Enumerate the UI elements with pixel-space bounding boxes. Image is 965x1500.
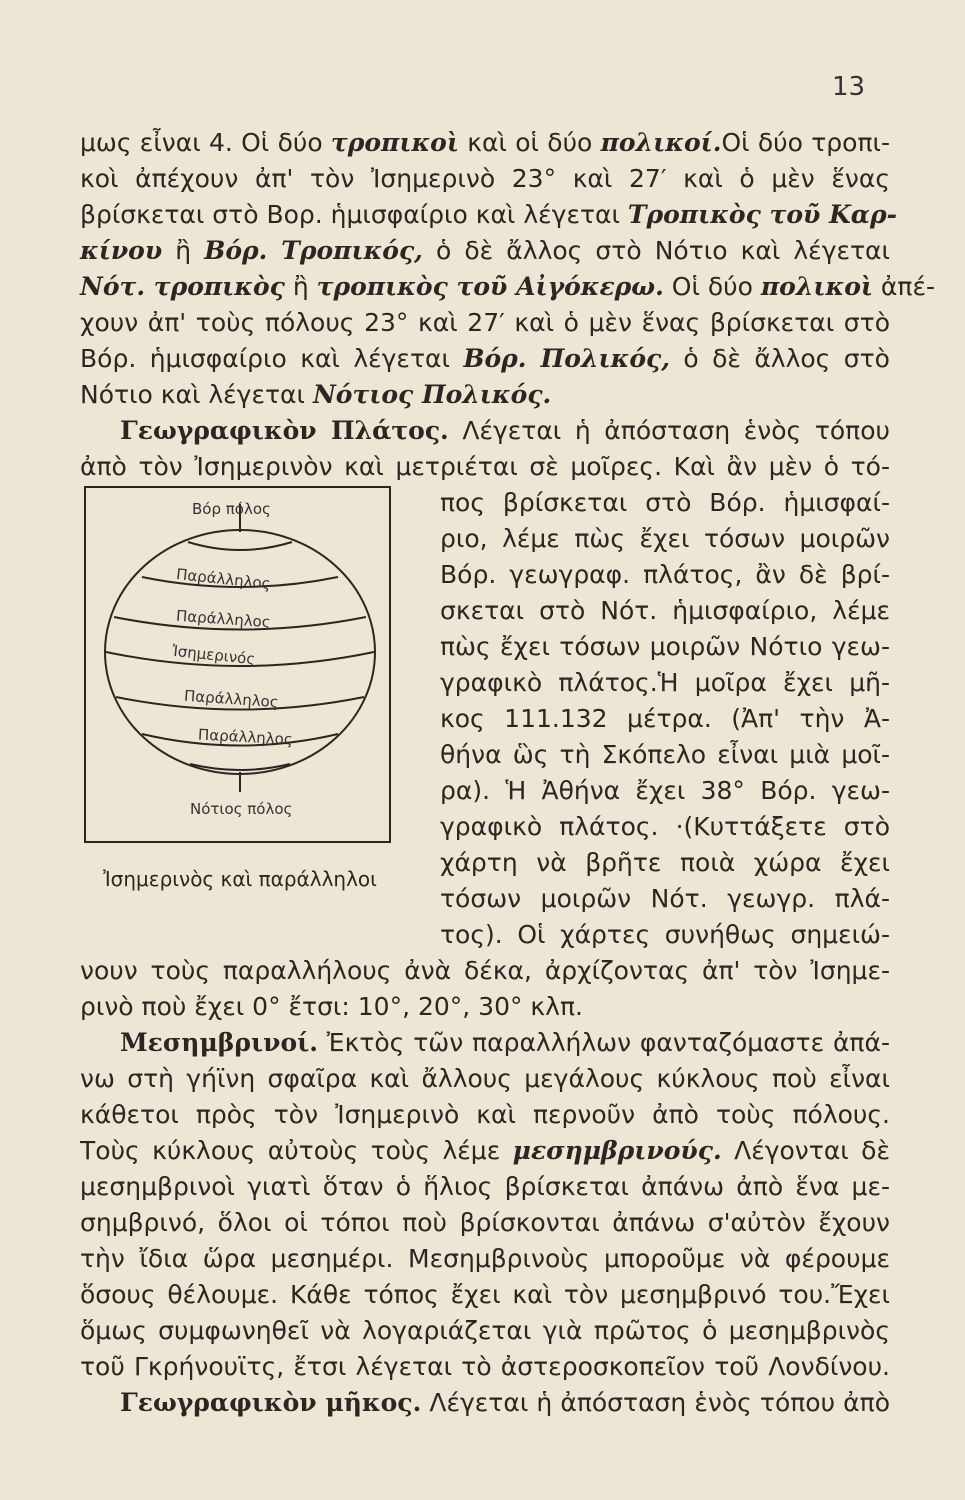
text-line: τος). Οἱ χάρτες συνήθως σημειώ- — [440, 920, 890, 949]
text-line: πὼς ἔχει τόσων μοιρῶν Νότιο γεω- — [440, 632, 890, 661]
text-line: τοῦ Γκρήνουϊτς, ἔτσι λέγεται τὸ ἀστεροσκοπεῖον τοῦ Λονδίνου. — [80, 1352, 890, 1381]
text-line: πος βρίσκεται στὸ Βόρ. ἡμισφαί- — [440, 488, 890, 517]
section-heading: Γεωγραφικὸν Πλάτος. — [120, 416, 449, 445]
text-line: μεσημβρινοὶ γιατὶ ὅταν ὁ ἥλιος βρίσκεται ἀπάνω ἀπὸ ἕνα με- — [80, 1172, 890, 1201]
text-line: μως εἶναι 4. Οἱ δύο τροπικοὶ καὶ οἱ δύο πολικοί.Οἱ δύο τροπι- — [80, 128, 890, 157]
text-line: κοὶ ἀπέχουν ἀπ' τὸν Ἰσημερινὸ 23° καὶ 27′ καὶ ὁ μὲν ἕνας — [80, 164, 890, 193]
section-heading: Γεωγραφικὸν μῆκος. — [120, 1388, 422, 1417]
globe-diagram — [80, 482, 400, 852]
parallel-label: Παράλληλος — [197, 725, 294, 749]
text-line: κάθετοι πρὸς τὸν Ἰσημερινὸ καὶ περνοῦν ἀπὸ τοὺς πόλους. — [80, 1100, 890, 1129]
south-pole-label: Νότιος πόλος — [190, 800, 293, 818]
text-line: Γεωγραφικὸν Πλάτος. Λέγεται ἡ ἀπόσταση ἑνὸς τόπου — [120, 416, 890, 445]
globe-figure — [80, 482, 420, 907]
arctic-circle — [188, 542, 292, 550]
text-line: Νότ. τροπικὸς ἢ τροπικὸς τοῦ Αἰγόκερω. Οἱ δύο πολικοὶ ἀπέ- — [80, 272, 935, 301]
text-line: Τοὺς κύκλους αὐτοὺς τοὺς λέμε μεσημβρινούς. Λέγονται δὲ — [80, 1136, 890, 1165]
text-line: ρα). Ἡ Ἀθήνα ἔχει 38° Βόρ. γεω- — [440, 776, 890, 805]
text-line: Βόρ. γεωγραφ. πλάτος, ἂν δὲ βρί- — [440, 560, 890, 589]
parallel-label: Παράλληλος — [175, 606, 272, 632]
text-line: θήνα ὣς τὴ Σκόπελο εἶναι μιὰ μοῖ- — [440, 740, 890, 769]
text-line: ριο, λέμε πὼς ἔχει τόσων μοιρῶν — [440, 524, 890, 553]
text-line: γραφικὸ πλάτος.Ἡ μοῖρα ἔχει μῆ- — [440, 668, 890, 697]
north-pole-label: Βόρ πόλος — [192, 500, 271, 518]
text-line: Βόρ. ἡμισφαίριο καὶ λέγεται Βόρ. Πολικός, ὁ δὲ ἄλλος στὸ — [80, 344, 890, 373]
equator-label: Ἰσημερινός — [171, 641, 257, 669]
text-line: ρινὸ ποὺ ἔχει 0° ἔτσι: 10°, 20°, 30° κλπ. — [80, 992, 583, 1021]
text-line: κος 111.132 μέτρα. (Ἀπ' τὴν Ἀ- — [440, 704, 890, 733]
figure-caption: Ἰσημερινὸς καὶ παράλληλοι — [103, 867, 377, 891]
text-line: χουν ἀπ' τοὺς πόλους 23° καὶ 27′ καὶ ὁ μὲν ἕνας βρίσκεται στὸ — [80, 308, 890, 337]
text-line: βρίσκεται στὸ Βορ. ἡμισφαίριο καὶ λέγεται Τροπικὸς τοῦ Καρ- — [80, 200, 898, 229]
text-line: τόσων μοιρῶν Νότ. γεωγρ. πλά- — [440, 884, 890, 913]
text-line: ὅμως συμφωνηθεῖ νὰ λογαριάζεται γιὰ πρῶτος ὁ μεσημβρινὸς — [80, 1316, 890, 1345]
section-heading: Μεσημβρινοί. — [120, 1028, 318, 1057]
parallel-label: Παράλληλος — [183, 686, 280, 712]
text-line: σκεται στὸ Νότ. ἡμισφαίριο, λέμε — [440, 596, 890, 625]
text-line: ὅσους θέλουμε. Κάθε τόπος ἔχει καὶ τὸν μεσημβρινό του.Ἔχει — [80, 1280, 890, 1309]
text-line: κίνου ἢ Βόρ. Τροπικός, ὁ δὲ ἄλλος στὸ Νότιο καὶ λέγεται — [80, 236, 890, 265]
text-line: Μεσημβρινοί. Ἐκτὸς τῶν παραλλήλων φανταζόμαστε ἀπά- — [120, 1028, 890, 1057]
text-line: νουν τοὺς παραλλήλους ἀνὰ δέκα, ἀρχίζοντας ἀπ' τὸν Ἰσημε- — [80, 956, 890, 985]
text-line: ἀπὸ τὸν Ἰσημερινὸν καὶ μετριέται σὲ μοῖρες. Καὶ ἂν μὲν ὁ τό- — [80, 452, 890, 481]
text-line: Γεωγραφικὸν μῆκος. Λέγεται ἡ ἀπόσταση ἑνὸς τόπου ἀπὸ — [120, 1388, 890, 1417]
parallel-label: Παράλληλος — [175, 565, 272, 593]
text-line: γραφικὸ πλάτος. ·(Κυττάξετε στὸ — [440, 812, 890, 841]
text-line: χάρτη νὰ βρῆτε ποιὰ χώρα ἔχει — [440, 848, 890, 877]
text-line: Νότιο καὶ λέγεται Νότιος Πολικός. — [80, 380, 552, 409]
text-line: σημβρινό, ὅλοι οἱ τόποι ποὺ βρίσκονται ἀπάνω σ'αὐτὸν ἔχουν — [80, 1208, 890, 1237]
text-line: τὴν ἴδια ὥρα μεσημέρι. Μεσημβρινοὺς μποροῦμε νὰ φέρουμε — [80, 1244, 890, 1273]
text-line: νω στὴ γήϊνη σφαῖρα καὶ ἄλλους μεγάλους κύκλους ποὺ εἶναι — [80, 1064, 890, 1093]
page-number: 13 — [832, 72, 866, 102]
